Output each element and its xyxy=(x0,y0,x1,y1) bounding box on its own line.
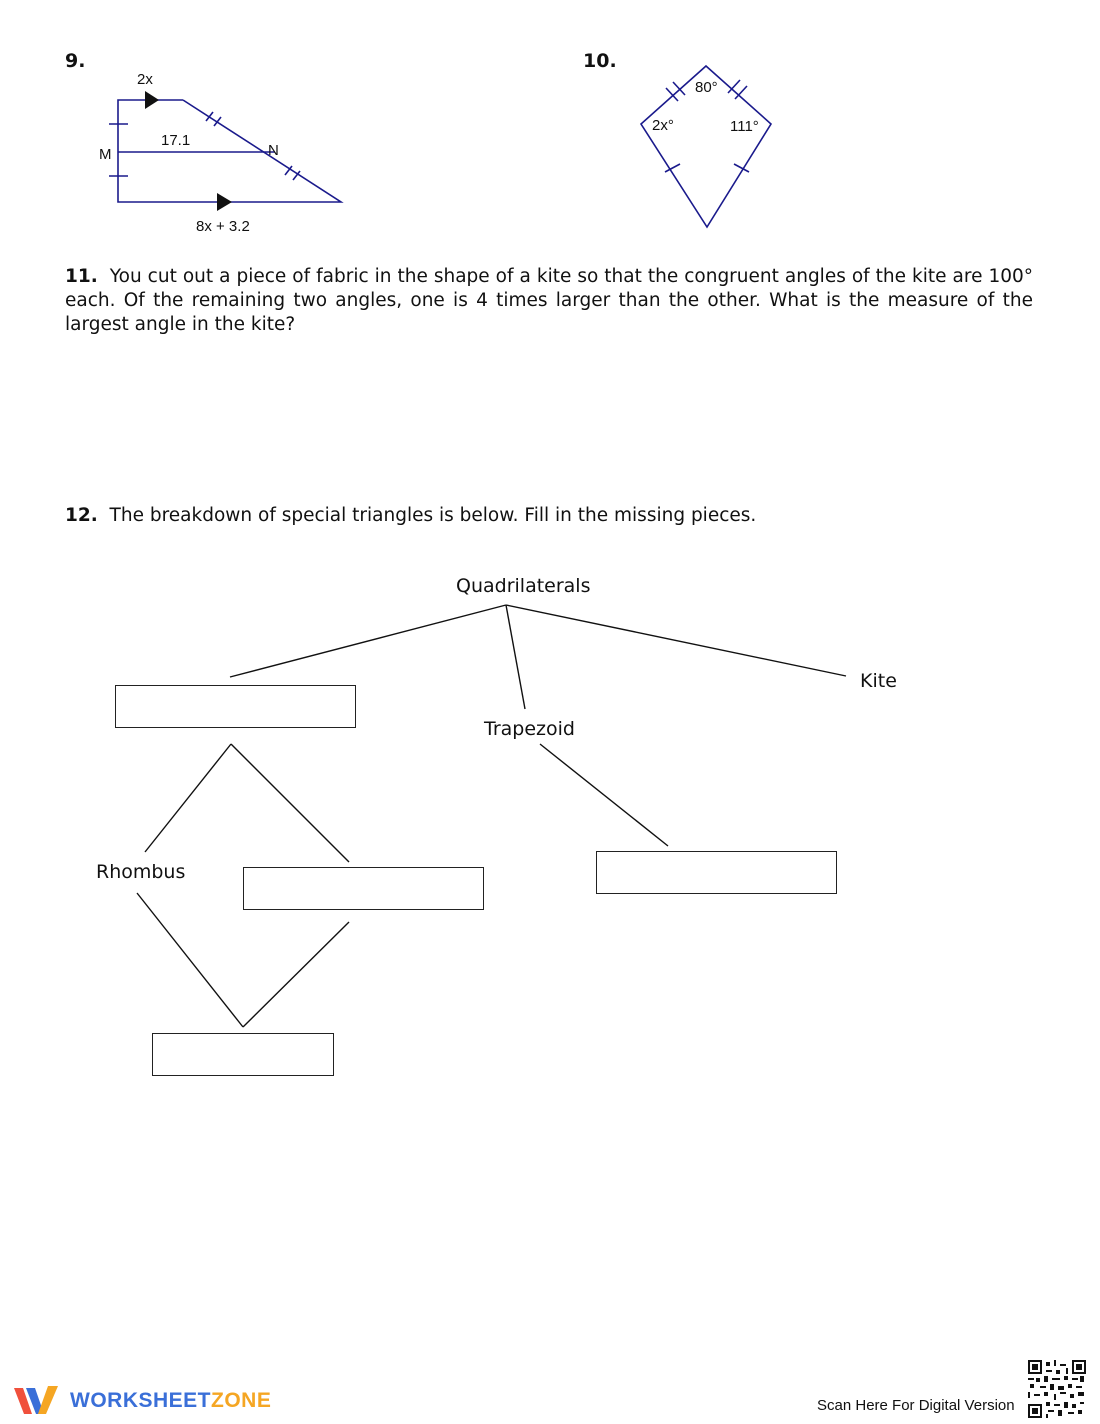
brand-name xyxy=(70,1389,271,1413)
brand-name-part2: ZONE xyxy=(211,1389,272,1412)
problem-10-number: 10. xyxy=(583,50,617,72)
label-2x: 2x xyxy=(137,71,153,88)
tree-root-quadrilaterals: Quadrilaterals xyxy=(456,575,591,597)
tree-node-kite: Kite xyxy=(860,670,897,692)
answer-box-parallelogram[interactable] xyxy=(115,685,356,728)
answer-box-square[interactable] xyxy=(152,1033,334,1076)
answer-box-rectangle[interactable] xyxy=(243,867,484,910)
problem-12-number: 12. xyxy=(65,505,98,526)
label-111-degrees: 111° xyxy=(730,118,759,135)
label-2x-degrees: 2x° xyxy=(652,117,674,134)
label-n: N xyxy=(268,142,279,159)
label-m: M xyxy=(99,146,112,163)
problem-11-body: You cut out a piece of fabric in the shape of a kite so that the congruent angles of the kite are 100° each. Of the remaining two angles, one is 4 times larger than the other. What is the measure of the largest angle in the kite? xyxy=(65,266,1034,335)
problem-9-number: 9. xyxy=(65,50,86,72)
qr-code-icon[interactable] xyxy=(1028,1360,1086,1418)
label-8x-plus-3-2: 8x + 3.2 xyxy=(196,218,250,235)
brand-name-part1: WORKSHEET xyxy=(70,1389,211,1412)
label-17-1: 17.1 xyxy=(161,132,191,149)
tree-node-trapezoid: Trapezoid xyxy=(484,718,575,740)
problem-12-body: The breakdown of special triangles is below. Fill in the missing pieces. xyxy=(109,505,757,526)
worksheetzone-logo-icon xyxy=(14,1384,60,1418)
answer-box-isosceles-trapezoid[interactable] xyxy=(596,851,837,894)
worksheetzone-logo[interactable] xyxy=(14,1384,271,1418)
scan-text: Scan Here For Digital Version xyxy=(817,1397,1015,1414)
label-80-degrees: 80° xyxy=(695,79,718,96)
problem-11-number: 11. xyxy=(65,266,98,287)
tree-node-rhombus: Rhombus xyxy=(96,861,186,883)
